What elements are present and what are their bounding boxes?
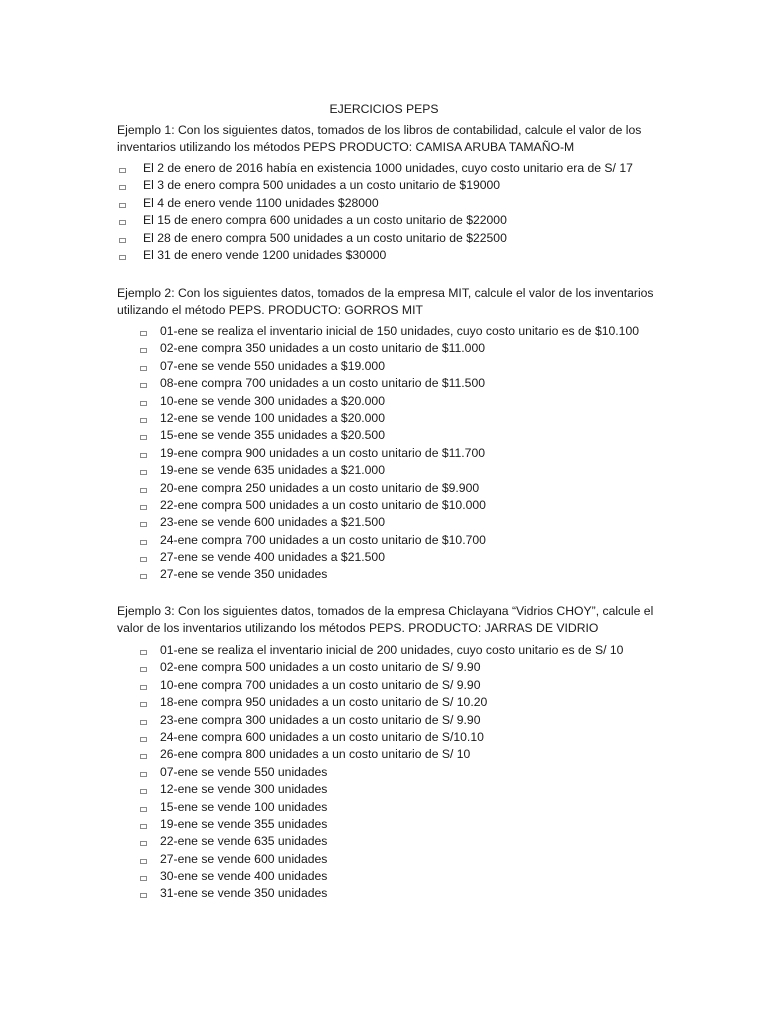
list-item (140, 566, 639, 583)
example-3-intro-line-2: valor de los inventarios utilizando los métodos PEPS. PRODUCTO: JARRAS DE VIDRIO (117, 621, 599, 636)
list-item (140, 677, 623, 694)
list-item (140, 532, 639, 549)
list-item-text: 10-ene se vende 300 unidades a $20.000 (160, 393, 385, 408)
list-item-text: 19-ene compra 900 unidades a un costo unitario de $11.700 (160, 445, 486, 460)
list-item (140, 445, 639, 462)
bullet-icon (140, 557, 147, 562)
bullet-icon (119, 220, 126, 225)
list-item (117, 195, 633, 212)
bullet-icon (140, 435, 147, 440)
list-item-text: 27-ene se vende 350 unidades (160, 567, 328, 582)
bullet-icon (119, 255, 126, 260)
bullet-icon (140, 453, 147, 458)
list-item (140, 427, 639, 444)
list-item-text: 18-ene compra 950 unidades a un costo unitario de S/ 10.20 (160, 695, 488, 710)
list-item-text: El 3 de enero compra 500 unidades a un costo unitario de $19000 (143, 178, 501, 193)
bullet-icon (140, 331, 147, 336)
bullet-icon (140, 470, 147, 475)
list-item-text: 22-ene compra 500 unidades a un costo unitario de $10.000 (160, 497, 486, 512)
list-item (140, 393, 639, 410)
list-item (140, 375, 639, 392)
bullet-icon (140, 876, 147, 881)
bullet-icon (119, 168, 126, 173)
bullet-icon (140, 893, 147, 898)
list-item (140, 549, 639, 566)
bullet-icon (140, 702, 147, 707)
list-item (117, 247, 633, 264)
list-item-text: 30-ene se vende 400 unidades (160, 869, 328, 884)
list-item-text: 08-ene compra 700 unidades a un costo unitario de $11.500 (160, 376, 486, 391)
list-item-text: El 2 de enero de 2016 había en existencia 1000 unidades, cuyo costo unitario era de S/ 17 (143, 161, 633, 175)
list-item-text: 23-ene se vende 600 unidades a $21.500 (160, 515, 385, 530)
bullet-icon (140, 522, 147, 527)
list-item-text: 01-ene se realiza el inventario inicial de 150 unidades, cuyo costo unitario es de $10.100 (160, 324, 640, 338)
list-item (140, 462, 639, 479)
list-item-text: 12-ene se vende 300 unidades (160, 782, 328, 797)
bullet-icon (140, 685, 147, 690)
example-3-intro (117, 603, 657, 638)
example-1-intro (117, 122, 657, 157)
bullet-icon (119, 203, 126, 208)
document-title: EJERCICIOS PEPS (329, 102, 439, 116)
example-2-intro (117, 285, 657, 320)
bullet-icon (140, 540, 147, 545)
list-item (140, 358, 639, 375)
list-item-text: 27-ene se vende 600 unidades (160, 851, 328, 866)
example-2-intro-line-2: utilizando el método PEPS. PRODUCTO: GORROS MIT (117, 303, 423, 318)
bullet-icon (140, 841, 147, 846)
bullet-icon (119, 238, 126, 243)
list-item (140, 833, 623, 850)
example-2-list (140, 323, 639, 584)
list-item-text: 24-ene compra 700 unidades a un costo unitario de $10.700 (160, 532, 486, 547)
bullet-icon (140, 754, 147, 759)
example-3-list (140, 642, 623, 903)
list-item-text: 27-ene se vende 400 unidades a $21.500 (160, 550, 385, 565)
bullet-icon (140, 772, 147, 777)
list-item-text: 26-ene compra 800 unidades a un costo unitario de S/ 10 (160, 747, 471, 762)
list-item-text: 23-ene compra 300 unidades a un costo unitario de S/ 9.90 (160, 712, 481, 727)
bullet-icon (140, 807, 147, 812)
list-item (117, 212, 633, 229)
list-item-text: 20-ene compra 250 unidades a un costo unitario de $9.900 (160, 480, 480, 495)
bullet-icon (140, 401, 147, 406)
example-2-intro-line-1: Ejemplo 2: Con los siguientes datos, tomados de la empresa MIT, calcule el valor de los inventarios (117, 286, 654, 300)
bullet-icon (140, 650, 147, 655)
list-item-text: 19-ene se vende 635 unidades a $21.000 (160, 463, 385, 478)
list-item (140, 746, 623, 763)
list-item-text: 07-ene se vende 550 unidades a $19.000 (160, 358, 385, 373)
bullet-icon (140, 505, 147, 510)
list-item-text: 01-ene se realiza el inventario inicial de 200 unidades, cuyo costo unitario es de S/ 10 (160, 643, 624, 657)
list-item (140, 480, 639, 497)
list-item-text: 24-ene compra 600 unidades a un costo unitario de S/10.10 (160, 729, 484, 744)
list-item (140, 514, 639, 531)
bullet-icon (140, 366, 147, 371)
list-item (117, 160, 633, 177)
list-item (140, 712, 623, 729)
bullet-icon (140, 348, 147, 353)
list-item (140, 764, 623, 781)
list-item (117, 177, 633, 194)
list-item (140, 659, 623, 676)
list-item-text: El 31 de enero vende 1200 unidades $30000 (143, 247, 387, 262)
list-item-text: 10-ene compra 700 unidades a un costo unitario de S/ 9.90 (160, 677, 481, 692)
list-item (140, 340, 639, 357)
list-item (140, 799, 623, 816)
list-item (140, 694, 623, 711)
bullet-icon (140, 737, 147, 742)
bullet-icon (140, 859, 147, 864)
list-item-text: El 4 de enero vende 1100 unidades $28000 (143, 195, 379, 210)
list-item (140, 729, 623, 746)
bullet-icon (140, 824, 147, 829)
example-3-intro-line-1: Ejemplo 3: Con los siguientes datos, tomados de la empresa Chiclayana “Vidrios CHOY”, calcule el (117, 604, 654, 618)
list-item (140, 868, 623, 885)
bullet-icon (140, 574, 147, 579)
list-item-text: El 15 de enero compra 600 unidades a un costo unitario de $22000 (143, 213, 507, 228)
list-item-text: 22-ene se vende 635 unidades (160, 834, 328, 849)
list-item (140, 642, 623, 659)
list-item-text: 15-ene se vende 355 unidades a $20.500 (160, 428, 385, 443)
example-1-intro-line-1: Ejemplo 1: Con los siguientes datos, tomados de los libros de contabilidad, calcule el valor de los (117, 123, 642, 137)
list-item-text: 07-ene se vende 550 unidades (160, 764, 328, 779)
list-item (140, 410, 639, 427)
list-item-text: 19-ene se vende 355 unidades (160, 816, 328, 831)
list-item (140, 781, 623, 798)
list-item (140, 816, 623, 833)
list-item (140, 851, 623, 868)
bullet-icon (140, 667, 147, 672)
list-item (117, 230, 633, 247)
bullet-icon (140, 418, 147, 423)
list-item-text: 31-ene se vende 350 unidades (160, 886, 328, 901)
bullet-icon (140, 383, 147, 388)
list-item (140, 323, 639, 340)
example-1-intro-line-2: inventarios utilizando los métodos PEPS PRODUCTO: CAMISA ARUBA TAMAÑO-M (117, 140, 575, 155)
bullet-icon (140, 789, 147, 794)
bullet-icon (140, 720, 147, 725)
list-item-text: 12-ene se vende 100 unidades a $20.000 (160, 410, 385, 425)
list-item (140, 497, 639, 514)
list-item-text: 02-ene compra 500 unidades a un costo unitario de S/ 9.90 (160, 660, 481, 675)
list-item (140, 885, 623, 902)
list-item-text: 15-ene se vende 100 unidades (160, 799, 328, 814)
bullet-icon (140, 488, 147, 493)
example-1-list (117, 160, 633, 264)
bullet-icon (119, 185, 126, 190)
list-item-text: 02-ene compra 350 unidades a un costo unitario de $11.000 (160, 341, 486, 356)
list-item-text: El 28 de enero compra 500 unidades a un costo unitario de $22500 (143, 230, 507, 245)
